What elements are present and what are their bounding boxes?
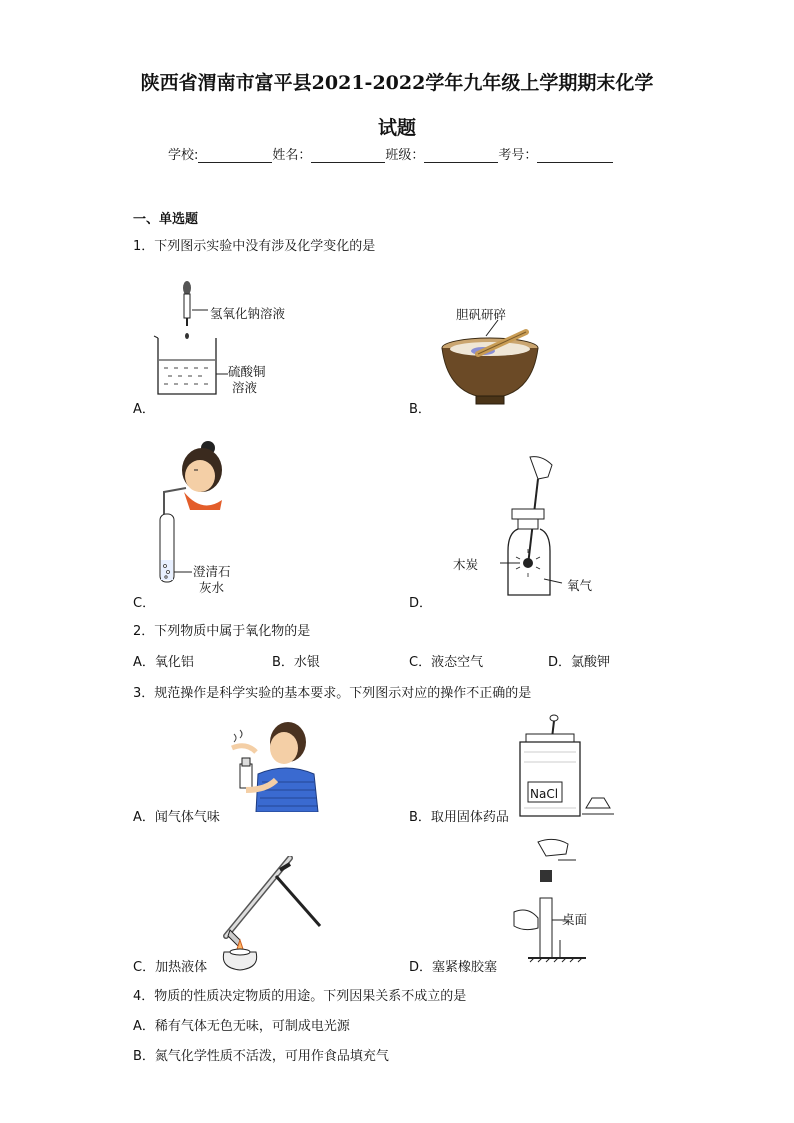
q3-option-a[interactable]: A．闻气体气味 — [133, 810, 220, 825]
section-heading: 一、单选题 — [133, 212, 199, 227]
q3-option-c[interactable]: C．加热液体 — [133, 960, 208, 975]
q1-a-diagram — [150, 278, 290, 403]
school-label: 学校: — [168, 148, 199, 163]
q3-d-label-desk: 桌面 — [562, 912, 588, 927]
q1-option-c[interactable]: C． — [133, 596, 156, 611]
q2-stem: 2．下列物质中属于氧化物的是 — [133, 624, 311, 639]
q1-b-label: 胆矾研碎 — [456, 307, 507, 322]
exam-no-label: 考号： — [498, 148, 538, 163]
q1-option-d[interactable]: D． — [409, 596, 433, 611]
name-blank[interactable] — [311, 148, 385, 163]
q2-option-b[interactable]: B．水银 — [272, 655, 320, 670]
page-title-line2: 试题 — [377, 117, 416, 139]
q1-d-diagram — [498, 455, 568, 600]
q1-a-label-cuso4: 硫酸铜 — [228, 364, 266, 379]
page-title: 陕西省渭南市富平县2021-2022学年九年级上学期期末化学 — [140, 72, 654, 94]
q1-b-diagram — [438, 318, 548, 410]
q1-c-label-limewater: 澄清石 — [193, 564, 231, 579]
class-label: 班级： — [385, 148, 425, 163]
q1-a-label-naoh: 氢氧化钠溶液 — [210, 306, 286, 321]
q4-option-b[interactable]: B．氮气化学性质不活泼，可用作食品填充气 — [133, 1049, 389, 1064]
q3-b-diagram — [516, 712, 616, 820]
q1-option-a[interactable]: A． — [133, 402, 155, 417]
q3-option-d[interactable]: D．塞紧橡胶塞 — [409, 960, 498, 975]
q1-a-label-solution: 溶液 — [232, 380, 258, 395]
q2-option-c[interactable]: C．液态空气 — [409, 655, 484, 670]
q3-d-diagram — [510, 836, 596, 968]
q2-option-a[interactable]: A．氧化铝 — [133, 655, 194, 670]
q3-c-diagram — [216, 856, 324, 972]
q1-stem: 1．下列图示实验中没有涉及化学变化的是 — [133, 239, 376, 254]
q1-d-label-charcoal: 木炭 — [453, 557, 479, 572]
name-label: 姓名： — [272, 148, 312, 163]
q4-option-a[interactable]: A．稀有气体无色无味，可制成电光源 — [133, 1019, 350, 1034]
school-blank[interactable] — [198, 148, 272, 163]
q3-stem: 3．规范操作是科学实验的基本要求。下列图示对应的操作不正确的是 — [133, 686, 532, 701]
q1-option-b[interactable]: B． — [409, 402, 431, 417]
exam-no-blank[interactable] — [537, 148, 613, 163]
q2-option-d[interactable]: D．氯酸钾 — [548, 655, 611, 670]
q3-option-b[interactable]: B．取用固体药品 — [409, 810, 509, 825]
q1-c-label-limewater2: 灰水 — [199, 580, 225, 595]
q3-a-diagram — [226, 718, 322, 812]
q3-b-bottle-label: NaCl — [530, 787, 559, 801]
q4-stem: 4．物质的性质决定物质的用途。下列因果关系不成立的是 — [133, 989, 467, 1004]
q1-d-label-oxygen: 氧气 — [567, 578, 593, 593]
student-info-line — [168, 144, 613, 163]
class-blank[interactable] — [424, 148, 498, 163]
